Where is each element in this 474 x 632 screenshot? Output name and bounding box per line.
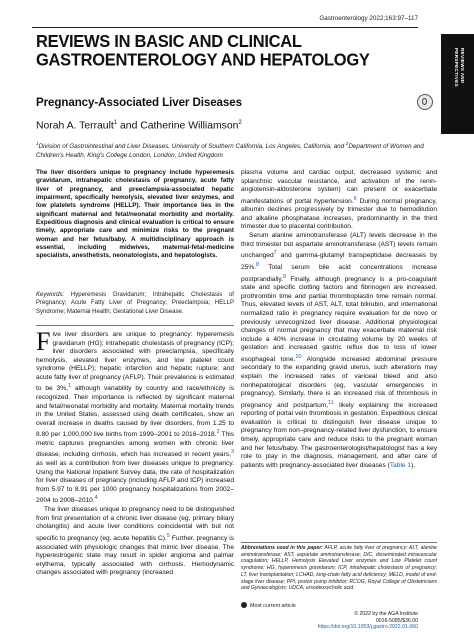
most-cited-icon <box>241 602 247 608</box>
paragraph <box>241 232 437 470</box>
drop-cap: F <box>36 327 51 356</box>
affil-2-sup: 2 <box>345 141 349 146</box>
most-cited-note <box>241 602 296 609</box>
side-tab-line-1: REVIEWS AND <box>460 48 465 84</box>
body-right-column <box>241 169 437 470</box>
header-rule <box>32 27 418 28</box>
abstract: The liver disorders unique to pregnancy include hyperemesis gravidarum, intrahepatic cholestasis of pregnancy, acute fatty liver of pregnancy, and preeclampsia-associated hepatic impairment, specifically hemolysis, elevated liver enzymes, and low platelets syndrome (HELLP). Their importance lies in the significant maternal and fetal/neonatal morbidity and mortality. Expeditious diagnosis and clinical evaluation is critical to ensure timely, appropriate care and minimize risks to the pregnant woman and her fetus/baby. A multidisciplinary approach is essential, including midwives, maternal-fetal-medicine specialists, anesthetists, neonatologists, and hepatologists. <box>36 169 234 260</box>
abstract-divider <box>36 325 234 326</box>
journal-header: Gastroenterology 2022;163:97–117 <box>319 15 418 22</box>
author-conj: and <box>117 120 141 132</box>
author-1-sup: 1 <box>113 120 118 126</box>
author-2[interactable]: Catherine Williamson <box>140 120 239 132</box>
keywords-label: Keywords: <box>36 292 65 298</box>
copyright-block <box>318 611 418 631</box>
citation-link[interactable]: 3 <box>230 449 234 456</box>
citation-link[interactable]: 10 <box>295 353 302 360</box>
citation-link[interactable]: 1 <box>67 383 71 390</box>
text-run: The liver diseases unique to pregnancy need to be distinguished from first presentation of a chronic liver disease (eg, primary biliary cholangitis) and acute liver conditions coincidental with but not specific to pregnancy (eg, acute hepatitis C). <box>36 506 234 542</box>
text-run: and gamma-glutamyl transpeptidase decreases by 25%. <box>241 252 437 272</box>
text-run: plasma volume and cardiac output, decreased systemic and splanchnic vascular resistance, and activation of the renin-angiotensin-aldosterone system) can present or exacerbate manifestations of portal hypertension. <box>241 169 437 205</box>
text-run: Serum alanine aminotransferase (ALT) levels decrease in the third trimester but aspartate aminotransferase (AST) levels remain unchanged <box>241 232 437 260</box>
citation-link[interactable]: 9 <box>283 273 287 280</box>
authors <box>36 120 242 131</box>
side-tab <box>441 34 474 134</box>
text-run: although variability by country and race/ethnicity is recognized. Their importance is reflected by significant maternal and fetal/neonatal morbidity and mortality. Maternal mortality trends in the United States, assessed using death certificates, show an overall increase in deaths caused by liver disorders, from 1.25 to 8.80 per 1,000,000 live births from 1999–2001 to 2016–2018. <box>36 385 234 439</box>
affil-2: Department of Women and Children's Health, King's College London, London, United Kingdom <box>36 143 424 159</box>
text-run: ive liver disorders are unique to pregnancy: hyperemesis gravidarum (HG); intrahepatic cholestasis of pregnancy (ICP); liver disorders associated with preeclampsia, specifically hemolysis, elevated liver enzymes, and low platelet count syndrome (HELLP); hepatic infarction and hepatic rupture; and acute fatty liver of pregnancy (AFLP). Their prevalence is estimated to be 3%, <box>36 331 234 393</box>
affil-1-sup: 1 <box>36 141 39 146</box>
abbrev-label: Abbreviations used in this paper: <box>241 545 323 551</box>
affil-1: Division of Gastrointestinal and Liver Diseases, University of Southern California, Los Angeles, California; and <box>38 143 346 151</box>
table-link[interactable]: Table 1 <box>389 461 412 469</box>
citation-link[interactable]: 2 <box>216 429 220 436</box>
text-run: as well as a contribution from liver diseases unique to pregnancy. Using the National Inpatient Survey data, the rate of hospitalization for liver diseases of pregnancy (including AFLP and ICP) increased from 5.97 to 8.91 per 1000 pregnancy hospitalizations from 2002–2004 to 2008–2010. <box>36 460 234 505</box>
abbrev-divider <box>241 542 437 543</box>
text-run: During normal pregnancy, albumin declines progressively by trimester due to hemodilution and alkaline phosphatase increases, predominantly in the third trimester due to placental contribution. <box>241 197 437 231</box>
body-left-column <box>36 327 235 578</box>
doi-link[interactable]: https://doi.org/10.1053/j.gastro.2022.01.060 <box>317 624 418 631</box>
citation-link[interactable]: 6 <box>353 195 357 202</box>
text-run: Alongside increased abdominal pressure secondary to the expanding gravid uterus, such alterations may explain the increased rates of variceal bleed and also nonhepatological disorders (eg, vascular emergencies in pregnancy). Similarly, there is an increased risk of thrombosis in pregnancy and postpartum, <box>241 355 437 409</box>
citation-link[interactable]: 11 <box>328 399 334 406</box>
paper-title: Pregnancy-Associated Liver Diseases <box>36 96 242 109</box>
crossmark-icon[interactable] <box>417 94 433 110</box>
paragraph <box>36 506 234 578</box>
keywords-text: Hyperemesis Gravidarum; Intrahepatic Cholestasis of Pregnancy; Acute Fatty Liver of Pregnancy; Preeclampsia; HELLP Syndrome; Maternal Health; Gestational Liver Disease. <box>36 292 234 315</box>
affiliations <box>36 140 436 160</box>
text-run: likely explaining the increased reporting of portal vein thrombosis in gestation. Expeditious clinical evaluation is critical to distinguish liver disease unique to pregnancy from non–pregnancy-related liver dysfunction, to ensure timely, appropriate care and reduce risks to the pregnant woman and her fetus/baby. The gastroenterologist/hepatologist has a key role to play in the diagnosis, management, and after care of patients with pregnancy-associated liver diseases ( <box>241 401 438 469</box>
citation-link[interactable]: 5 <box>166 532 170 539</box>
most-cited-label: Most current article <box>250 603 296 609</box>
text-run: This metric captures pregnancies among women with chronic liver disease, including cirrhosis, which has increased in recent years, <box>36 431 235 459</box>
keywords <box>36 291 234 316</box>
citation-link[interactable]: 7 <box>273 250 277 257</box>
abbreviations <box>241 545 437 592</box>
issn-line: 0016-5085/$36.00 <box>375 617 418 624</box>
paragraph <box>241 169 437 232</box>
author-2-sup: 2 <box>238 120 242 126</box>
section-title: REVIEWS IN BASIC AND CLINICAL GASTROENTEROLOGY AND HEPATOLOGY <box>36 32 370 70</box>
abbrev-text: AFLP, acute fatty liver of pregnancy; ALT, alanine aminotransferase; AST, aspartate aminotransferase; DIC, disseminated intravascular coagulation; HELLP, Hemolysis Elevated Liver enzymes and Low Platelet count syndrome; HG, hyperemesis gravidarum; ICP, intrahepatic cholestasis of pregnancy; LT, liver transplantation; LCHAD, long-chain fatty acid deficiency; MELD, model of end-stage liver disease; PPI, proton pump inhibitor; RCOG, Royal College of Obstetricians and Gynaecologists; UDCA, ursodeoxycholic acid. <box>241 545 437 592</box>
text-run: Total serum bile acid concentrations increase postprandially. <box>241 264 437 283</box>
paragraph <box>36 327 235 506</box>
copyright-line: © 2022 by the AGA Institute <box>354 611 418 617</box>
citation-link[interactable]: 8 <box>256 261 260 268</box>
citation-link[interactable]: 4 <box>94 495 98 502</box>
author-1[interactable]: Norah A. Terrault <box>36 120 114 132</box>
text-run: Further, pregnancy is associated with physiologic changes that mimic liver disease. The hyperestrogenic state may result in spider angioma and palmar erythema, typically associated with cirrhosis. Hemodynamic changes associated with pregnancy (increased <box>36 534 234 577</box>
text-run: Finally, although pregnancy is a pro-coagulant state and specific clotting factors and fibrinogen are increased, prothrombin time and partial thromboplastin time remain normal. Thus, elevated levels of AST, ALT, total bilirubin, and international normalized ratio in pregnancy require evaluation for de novo or previously unrecognized liver disease. Additional physiological changes of normal pregnancy that may exacerbate maternal risk include a 40% increase in circulating volume by 20 weeks of gestation and increased gastric reflux due to loss of lower esophageal tone. <box>241 275 437 363</box>
text-run: ). <box>411 461 416 469</box>
side-tab-line-2: PERSPECTIVES <box>454 48 459 87</box>
